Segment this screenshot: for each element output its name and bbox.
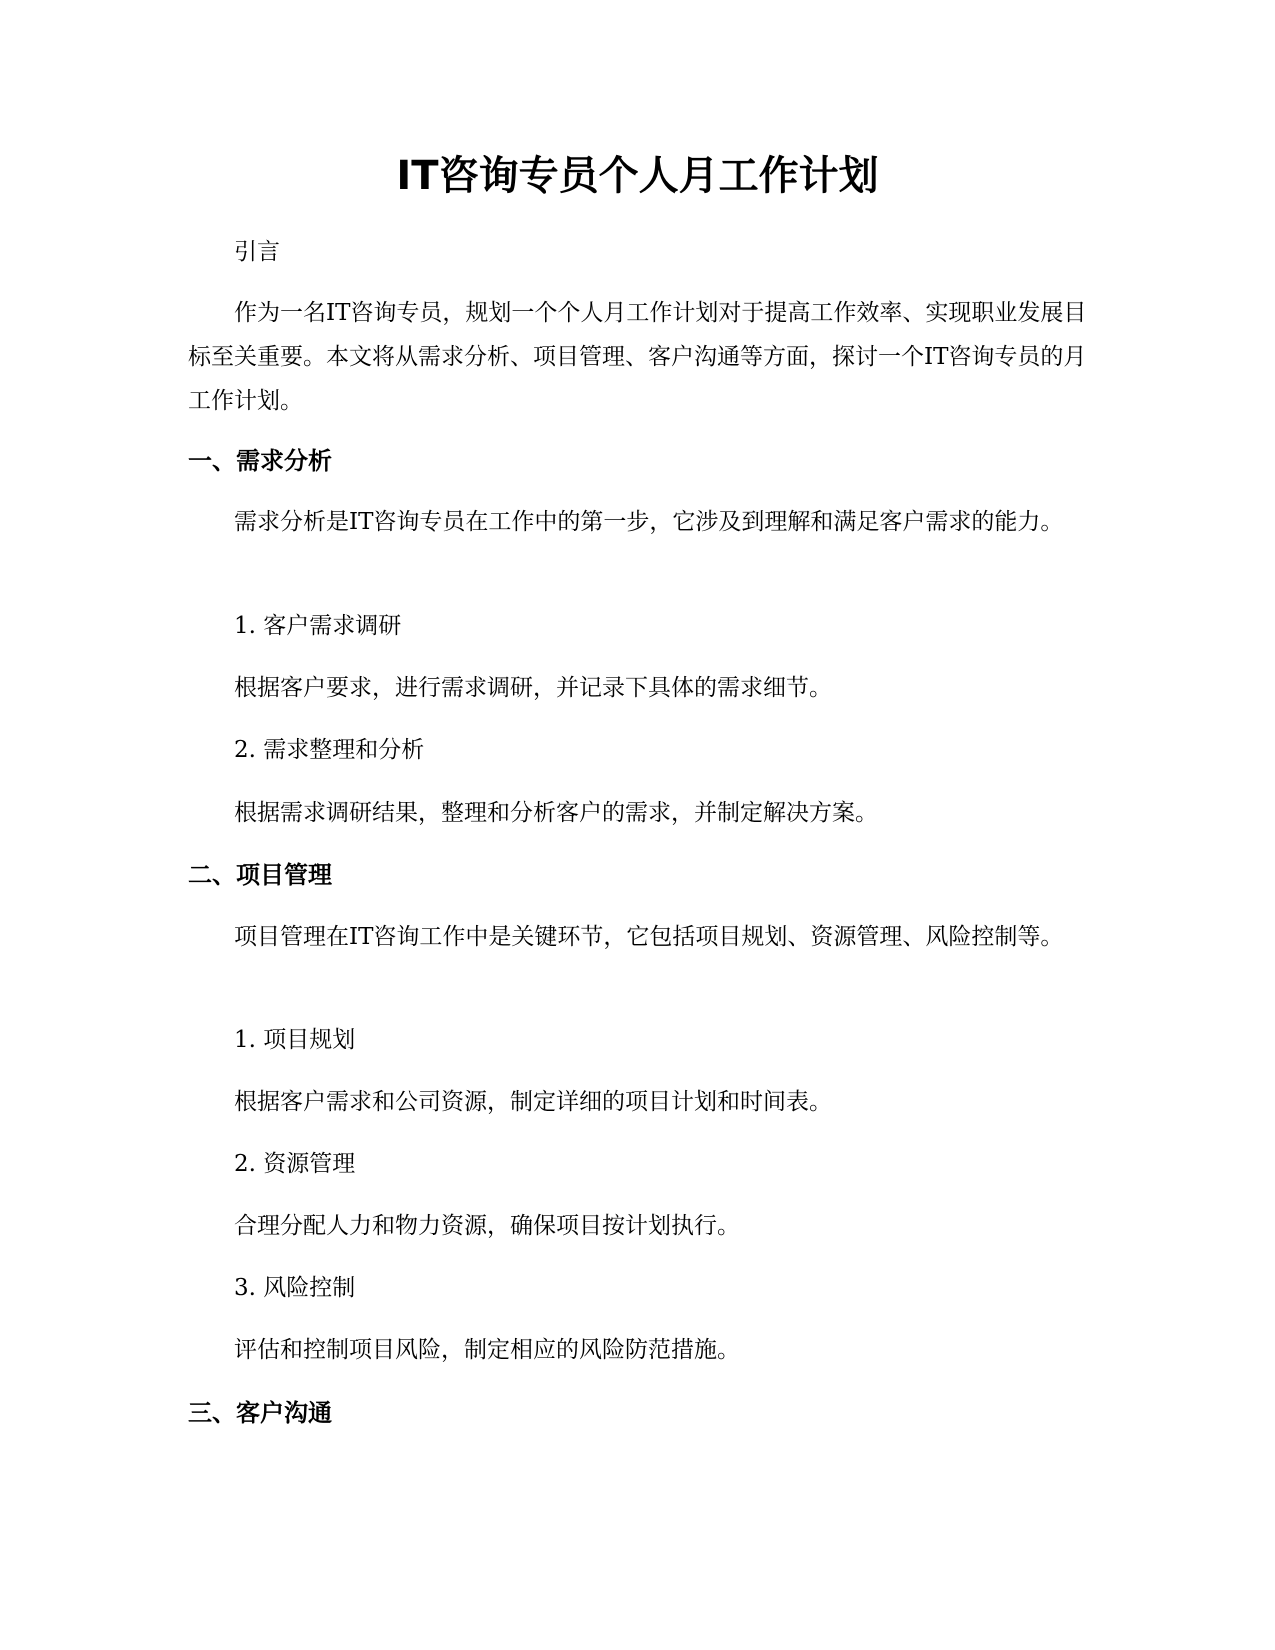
- item-text: 根据客户要求，进行需求调研，并记录下具体的需求细节。: [234, 675, 832, 701]
- item-title: 2. 资源管理: [234, 1151, 356, 1177]
- intro-label: 引言: [234, 239, 280, 265]
- item-title: 2. 需求整理和分析: [234, 737, 425, 763]
- item-title: 1. 客户需求调研: [234, 613, 402, 639]
- item-text: 根据需求调研结果，整理和分析客户的需求，并制定解决方案。: [234, 800, 878, 826]
- section-heading-client-communication: 三、客户沟通: [188, 1399, 332, 1427]
- section-heading-requirements: 一、需求分析: [188, 447, 332, 475]
- section-heading-project-management: 二、项目管理: [188, 861, 332, 889]
- intro-paragraph: 作为一名IT咨询专员，规划一个个人月工作计划对于提高工作效率、实现职业发展目标至关重要。本文将从需求分析、项目管理、客户沟通等方面，探讨一个IT咨询专员的月工作计划。: [188, 300, 1087, 414]
- item-text: 合理分配人力和物力资源，确保项目按计划执行。: [234, 1213, 740, 1239]
- section-intro-project-management: 项目管理在IT咨询工作中是关键环节，它包括项目规划、资源管理、风险控制等。: [234, 924, 1064, 950]
- item-title: 1. 项目规划: [234, 1027, 356, 1053]
- document-title: IT咨询专员个人月工作计划: [396, 153, 879, 199]
- section-intro-requirements: 需求分析是IT咨询专员在工作中的第一步，它涉及到理解和满足客户需求的能力。: [234, 509, 1064, 535]
- item-title: 3. 风险控制: [234, 1275, 356, 1301]
- item-text: 根据客户需求和公司资源，制定详细的项目计划和时间表。: [234, 1089, 832, 1115]
- item-text: 评估和控制项目风险，制定相应的风险防范措施。: [234, 1337, 740, 1363]
